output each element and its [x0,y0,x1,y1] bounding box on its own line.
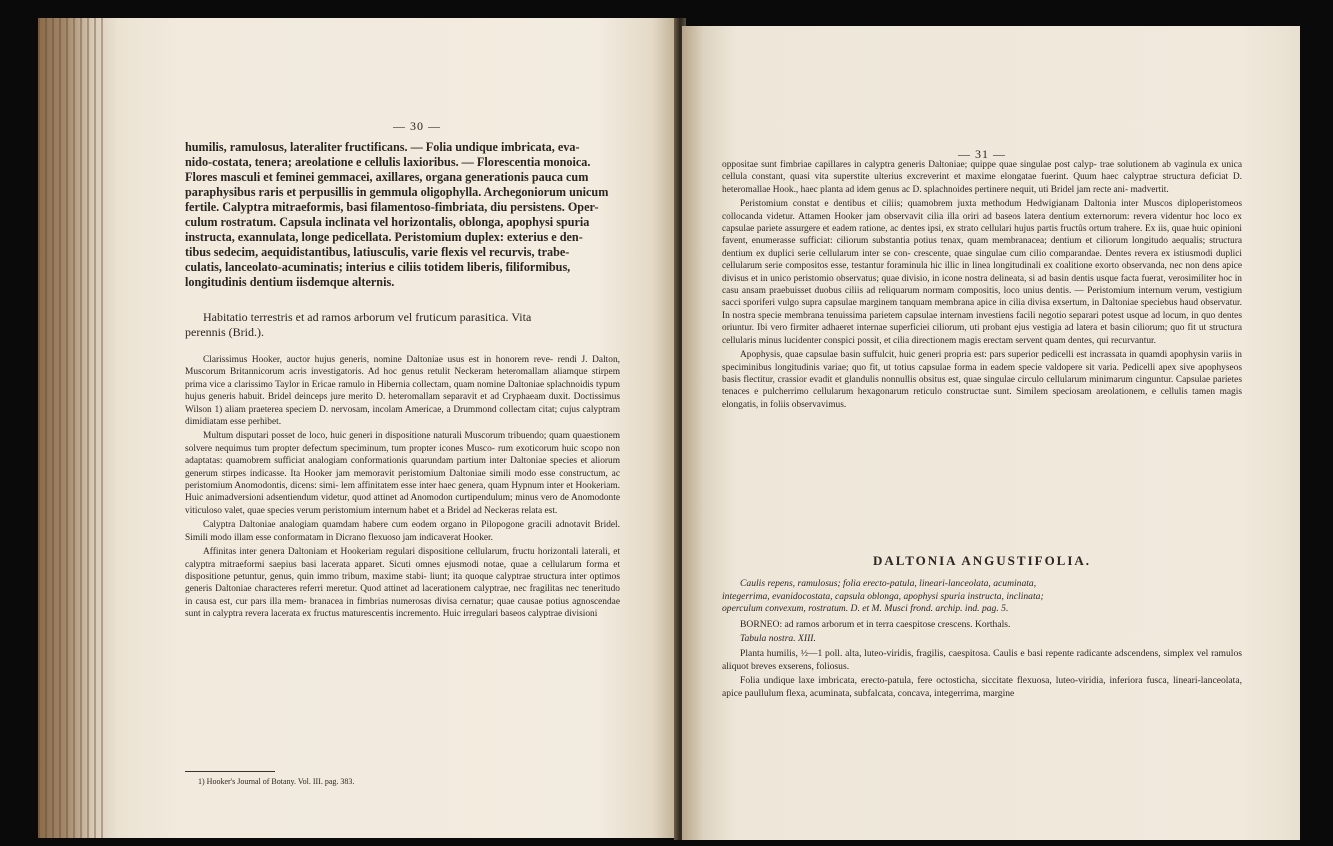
paragraph: Folia undique laxe imbricata, erecto-patula, fere octosticha, siccitate flexuosa, luteo-viridia, inferiora fusca, lineari-lanceolata, apice paullulum flexa, acuminata, subfalcata, concava, integerrima, margine [722,675,1242,699]
page-edges [38,18,108,838]
right-page [682,26,1300,840]
paragraph: Calyptra Daltoniae analogiam quamdam habere cum eodem organo in Pilopogone gracili adnotavit Bridel. Simili modo illam esse conformatam in Dicrano flexuoso jam indicaverat Hooker. [185,520,620,543]
paragraph: Multum disputari posset de loco, huic generi in dispositione naturali Muscorum tribuendo; quam quaestionem solvere nequimus tum propter defectum speciminum, tum propter icones Musco- rum exoticorum huic scopo non adaptatas: quamobrem sufficiat analogiam conformationis quarundam partium inter Daltoniae species et aliorum generum stirpes indicasse. Ita Hooker jam memoravit peristomium Daltoniae simili modo esse constructum, ac peristomium Anomodontis, dicens: simi- lem affinitatem esse inter haec genera, quam Hypnum inter et Hookeriam. Huic animadversioni adsentiendum videtur, quod attinet ad Anomodon curtipendulum; minus vero de Anomodonte viticuloso valet, quae species verum peristomium internum habet et a Bridel ad Neckeras relata est. [185,431,620,516]
text-line: culum rostratum. Capsula inclinata vel horizontalis, oblonga, apophysi spuria [185,215,590,229]
text-line: humilis, ramulosus, lateraliter fructificans. — Folia undique imbricata, eva- [185,140,580,154]
diagnosis-line: Caulis repens, ramulosus; folia erecto-patula, lineari-lanceolata, acuminata, [740,578,1037,589]
left-page [38,18,680,838]
right-page-number: — 31 — [958,147,1006,161]
text-line: perennis (Brid.). [185,325,264,339]
species-description [722,578,1242,702]
paragraph: Peristomium constat e dentibus et ciliis; quamobrem juxta methodum Hedwigianam Daltonia inter Muscos diploperistomeos collocanda videtur. Attamen Hooker jam observavit cilia illa oriri ad baseos latera dentium externorum: revera videntur hoc loco ex capsulae pariete assurgere et eadem ratione, ac dentes ipsi, ex strato cellulari hujus partis fructûs ortum trahere. Ex iis, quae huic opinioni favent, enumerasse sufficiat: ciliorum substantia potius tenax, quam membranacea; dentium et ciliorum longitudo aequalis; structura dentium ex duplici serie cellularum inter se con- crescente, quae singulae cum cilio comparandae. Dentes revera ex istiusmodi duplici cellularum serie compositos esse, testantur foraminula hic illic in linea longitudinali ex coalitione exorto observanda, nec non dens apice divisus et in unico peristomio observatus; quae divisio, in icone nostra delineata, si ad basin dentis usque facta fuerat, verosimiliter hoc in casu ansam praebuisset duobus ciliis ad reliquarum normam compositis, loco unius dentis. — Peristomium internum verum, vestigium sacci sporiferi vulgo supra capsulae marginem tanquam membrana apice in cilia divisa exsertum, in Daltoniae speciebus haud observatur. In nostra specie membrana tenuissima parietem capsulae internam investiens facili negotio separari potest usque ad locum, in quo dentes oriuntur. Ibi vero firmiter adhaeret internae superficiei ciliorum, uti probant ejus vestigia ad latera et basin ciliorum; quo fit ut structura cellularis minus lucidenter conspici possit, et cilia directionem magis erectam servent quam dentes, qui recurvantur. [722,199,1242,346]
paragraph: Affinitas inter genera Daltoniam et Hookeriam regulari dispositione cellularum, fructu horizontali laterali, et calyptra mitraeformi saepius basi lacerata apparet. Sicuti omnes ejusmodi notae, quae a cellularum forma et dispositione petuntur, genus, quin immo tribum, maxime stabi- liunt; ita quoque calyptrae structura inter optimos generis Daltoniae characteres referri meretur. Quod attinet ad lacerationem calyptrae, nec fragilitas nec teneritudo in causa est, cur pars illa mem- branacea in fimbrias numerosas divisa cernatur; quae causae potius agnoscendae sunt in calyptra revera lacerata ex fructus maturescentis incremento. Huic irregulari baseos calyptrae divisioni [185,547,620,620]
paragraph: oppositae sunt fimbriae capillares in calyptra generis Daltoniae; quippe quae singulae post calyp- trae solutionem ab vaginula ex unica cellula constant, quasi vita superstite ulterius excreverint et maxime elongatae fuerint. Quum haec calyptrae structura deficiat D. heteromallae Hook., haec planta ad idem genus ac D. splachnoides pertinere nequit, uti Bridel jam recte ani- madvertit. [722,160,1242,195]
left-page-number: — 30 — [393,119,441,133]
paragraph: Apophysis, quae capsulae basin suffulcit, huic generi propria est: pars superior pedicelli est incrassata in quamdi apophysin variis in speciminibus longitudinis variae; quo fit, ut totius capsulae forma in eadem specie valdopere sit varia. Pedicelli apex sive apophyseos basis flectitur, crassior evadit et glandulis nonnullis obsitus est, quae singulae circulo cellularum minimarum cinguntur. Capsulae parietes tenaces e pulcherrimo cellularum hexagonarum reticulo constructae sunt. Similem speciosam areolationem, e cellulis tamen magis elongatis, in foliis observavimus. [722,350,1242,410]
text-line: culatis, lanceolato-acuminatis; interius e ciliis totidem liberis, filiformibus, [185,260,571,274]
text-line: instructa, exannulata, longe pedicellata. Peristomium duplex: exterius e den- [185,230,583,244]
right-body [722,159,1242,413]
text-line: fertile. Calyptra mitraeformis, basi filamentoso-fimbriata, diu persistens. Oper- [185,200,599,214]
genus-description [185,140,620,290]
left-body [185,354,620,623]
text-line: paraphysibus raris et perpusillis in gemmula oligophylla. Archegoniorum unicum [185,185,609,199]
paragraph: Clarissimus Hooker, auctor hujus generis, nomine Daltoniae usus est in honorem reve- rendi J. Dalton, Muscorum Britannicorum acris investigatoris. Ad hoc genus retulit Neckeram heteromallam aliamque stirpem prima vice a clarissimo Taylor in Ericae ramulo in Hibernia collectam, quam nomine Daltoniae splachnoidis typum hujus generis habuit. Bridel deinceps jure merito D. heteromallam separavit et ad Cryphaeam duxit. Doctissimus Wilson 1) aliam praeterea speciem D. nervosam, incolam Americae, a Drummond collectam citat; cujus calyptram dimidiatam esse perhibet. [185,355,620,428]
diagnosis-line: operculum convexum, rostratum. D. et M. Musci frond. archip. ind. pag. 5. [722,603,1009,615]
text-line: nido-costata, tenera; areolatione e cellulis laxioribus. — Florescentia monoica. [185,155,591,169]
footnote: 1) Hooker's Journal of Botany. Vol. III. pag. 383. [198,777,355,786]
text-line: Habitatio terrestris et ad ramos arborum vel fruticum parasitica. Vita [203,310,532,324]
text-line: tibus sedecim, aequidistantibus, latiusculis, varie flexis vel recurvis, trabe- [185,245,570,259]
footnote-rule [185,771,275,772]
paragraph: Planta humilis, ½—1 poll. alta, luteo-viridis, fragilis, caespitosa. Caulis e basi repente radicante adscendens, simplex vel ramulos aliquot breves exserens, foliosus. [722,647,1242,672]
text-line: longitudinis dentium iisdemque alternis. [185,275,395,289]
book-spread [38,18,1300,840]
diagnosis-line: integerrima, evanidocostata, capsula oblonga, apophysi spuria instructa, inclinata; [722,590,1044,602]
habitatio [185,310,620,340]
text-line: Flores masculi et feminei gemmacei, axillares, organa generationis pauca cum [185,170,589,184]
species-heading: DALTONIA ANGUSTIFOLIA. [872,553,1092,568]
plate-reference: Tabula nostra. XIII. [740,633,816,645]
locality: BORNEO: ad ramos arborum et in terra caespitose crescens. Korthals. [740,618,1011,630]
